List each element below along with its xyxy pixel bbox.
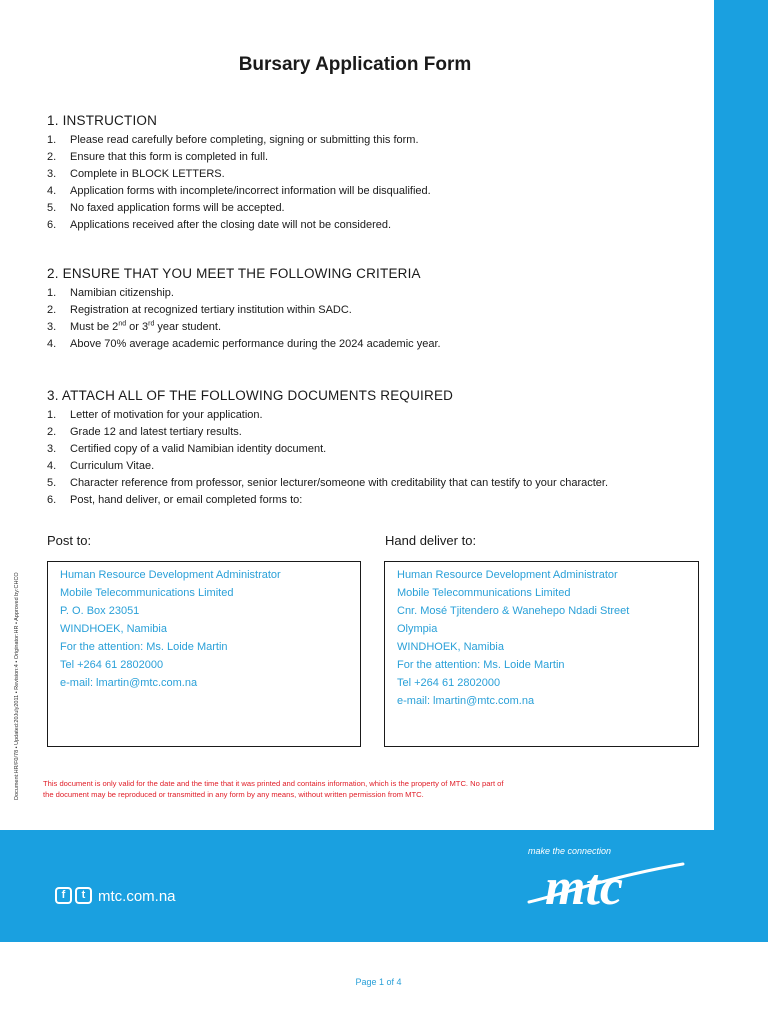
social-icons — [55, 887, 92, 904]
mtc-logo — [523, 854, 688, 914]
list-item: 6. Applications received after the closing date will not be considered. — [47, 219, 392, 231]
website-link[interactable]: mtc.com.na — [98, 888, 176, 905]
hand-deliver-label: Hand deliver to: — [385, 533, 477, 548]
address-line: Tel +264 61 2802000 — [397, 677, 501, 689]
list-item: 1. Please read carefully before completing, signing or submitting this form. — [47, 134, 419, 146]
post-address-box — [47, 561, 361, 747]
list-item: 3. Complete in BLOCK LETTERS. — [47, 168, 225, 180]
list-item: 4. Above 70% average academic performance during the 2024 academic year. — [47, 338, 441, 350]
page-number: Page 1 of 4 — [355, 977, 402, 987]
address-line: WINDHOEK, Namibia — [60, 623, 167, 635]
section-heading: 3. ATTACH ALL OF THE FOLLOWING DOCUMENTS REQUIRED — [47, 388, 454, 403]
twitter-icon[interactable]: t — [75, 887, 92, 904]
right-accent-bar — [714, 0, 768, 830]
address-line: Olympia — [397, 623, 438, 635]
list-item: 2. Ensure that this form is completed in full. — [47, 151, 269, 163]
section-documents — [47, 388, 707, 509]
disclaimer: This document is only valid for the date and the time that it was printed and contains information, which is the property of MTC. No part of the document may be reproduced or transmitted in any form by any means, without written permission from MTC. — [43, 779, 504, 799]
hand-address-box — [384, 561, 699, 747]
page-title: Bursary Application Form — [238, 54, 472, 75]
address-line: Mobile Telecommunications Limited — [397, 587, 571, 599]
section-heading: 2. ENSURE THAT YOU MEET THE FOLLOWING CRITERIA — [47, 266, 421, 281]
brand-tagline: make the connection — [528, 846, 612, 856]
list-item: 3. Certified copy of a valid Namibian identity document. — [47, 443, 327, 455]
facebook-icon[interactable]: f — [55, 887, 72, 904]
address-line: WINDHOEK, Namibia — [397, 641, 504, 653]
footer-banner — [0, 830, 768, 942]
address-line: For the attention: Ms. Loide Martin — [60, 641, 228, 653]
address-line: For the attention: Ms. Loide Martin — [397, 659, 565, 671]
address-line: Tel +264 61 2802000 — [60, 659, 164, 671]
list-item: 1. Namibian citizenship. — [47, 287, 174, 299]
list-item: 4. Curriculum Vitae. — [47, 460, 155, 472]
address-line: Cnr. Mosé Tjitendero & Wanehepo Ndadi Street — [397, 605, 630, 617]
section-criteria — [47, 266, 707, 353]
section-instruction — [47, 113, 707, 234]
list-item: 6. Post, hand deliver, or email completed forms to: — [47, 494, 303, 506]
address-line: Human Resource Development Administrator — [397, 569, 618, 581]
address-line: Mobile Telecommunications Limited — [60, 587, 234, 599]
list-item: 2. Registration at recognized tertiary institution within SADC. — [47, 304, 352, 316]
section-heading: 1. INSTRUCTION — [47, 113, 158, 128]
list-item: 5. No faxed application forms will be accepted. — [47, 202, 285, 214]
svg-text:mtc: mtc — [545, 859, 623, 914]
address-line: P. O. Box 23051 — [60, 605, 140, 617]
address-line: Human Resource Development Administrator — [60, 569, 281, 581]
document-control-text: Document:HR/F0/78 • Updated:20July2011 • Revision:4 • Originator:HR • Approved by:CHCO — [14, 572, 20, 800]
post-to-label: Post to: — [47, 533, 92, 548]
email-link[interactable]: e-mail: lmartin@mtc.com.na — [397, 695, 535, 707]
list-item: 4. Application forms with incomplete/incorrect information will be disqualified. — [47, 185, 431, 197]
list-item: 5. Character reference from professor, senior lecturer/someone with creditability that can testify to your character. — [47, 477, 609, 489]
list-item: 1. Letter of motivation for your application. — [47, 409, 263, 421]
email-link[interactable]: e-mail: lmartin@mtc.com.na — [60, 677, 198, 689]
list-item: 2. Grade 12 and latest tertiary results. — [47, 426, 242, 438]
list-item: 3. Must be 2nd or 3rd year student. — [47, 320, 222, 333]
